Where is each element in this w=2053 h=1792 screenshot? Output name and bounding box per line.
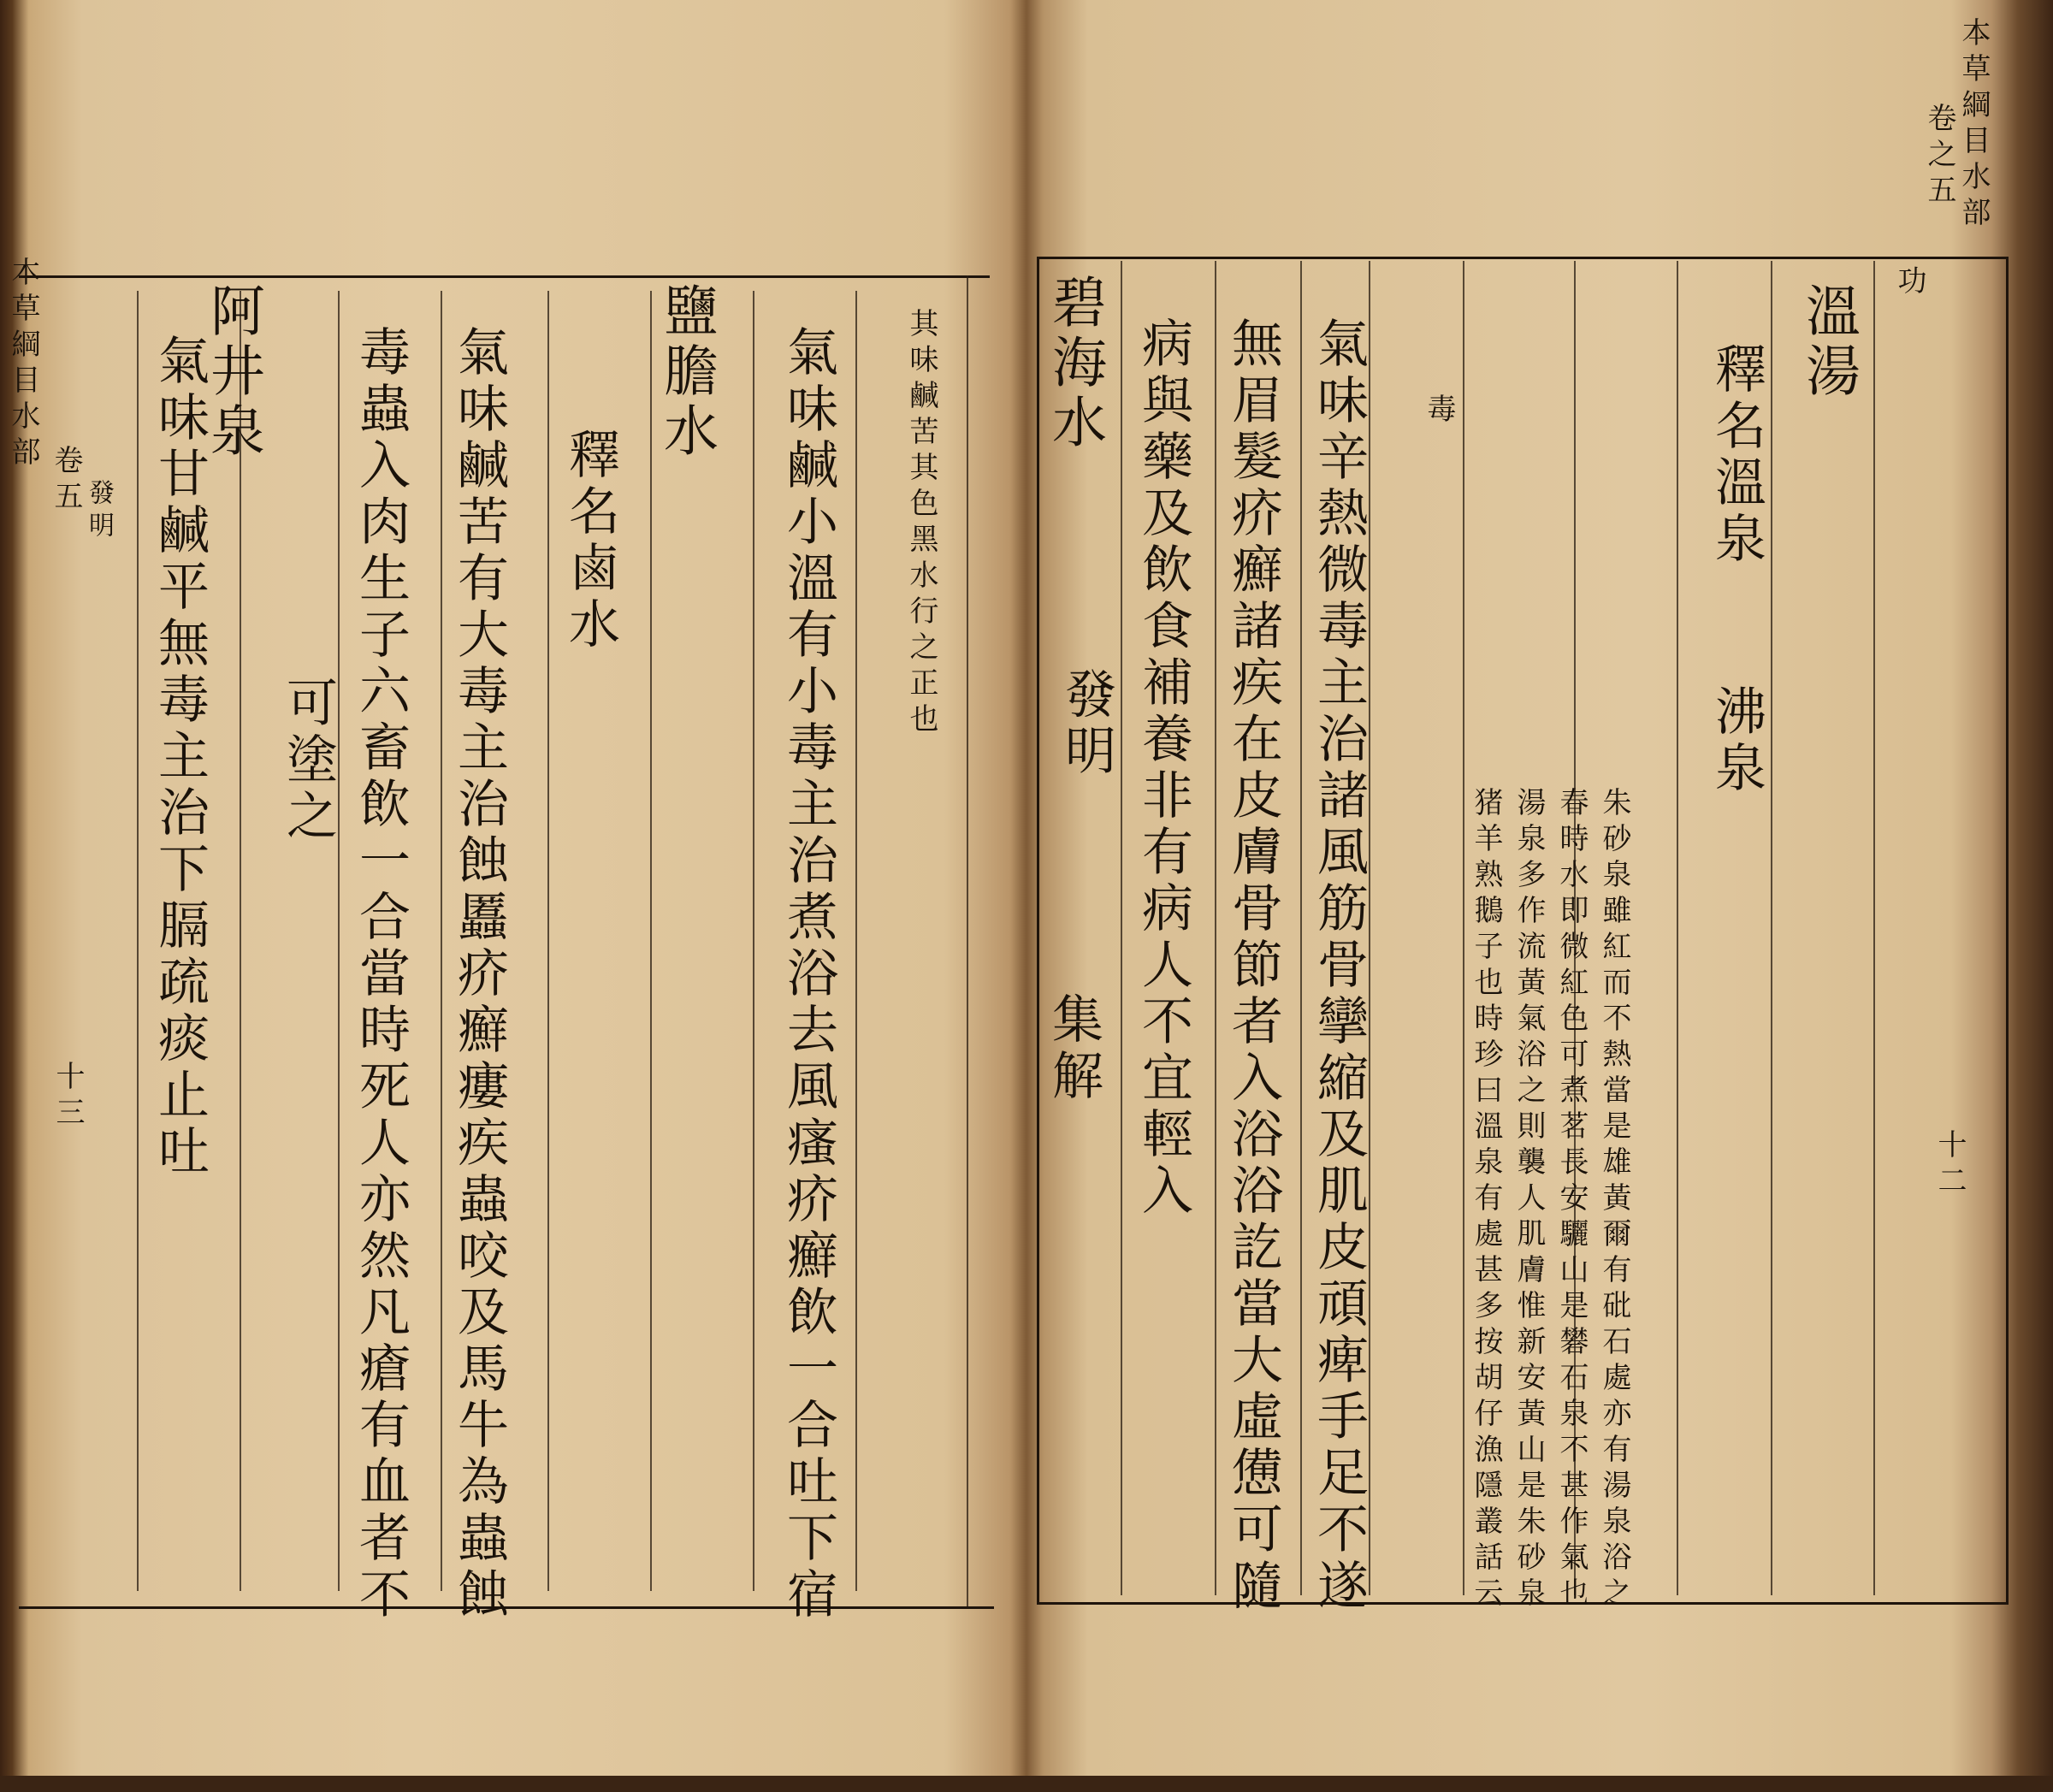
left-column-divider — [547, 291, 549, 1591]
right-text-column: 病與藥及飲食補養非有病人不宜輕入 — [1133, 316, 1193, 1220]
right-column-divider — [1121, 261, 1122, 1595]
left-margin-title: 本草綱目水部 — [6, 257, 40, 472]
right-heading-column: 溫湯 — [1796, 282, 1860, 402]
left-column-divider — [650, 291, 652, 1591]
left-text-column: 其味鹹苦其色黑水行之正也 — [904, 308, 938, 739]
right-column-divider — [1300, 261, 1302, 1595]
left-text-column: 氣味甘鹹平無毒主治下膈疏痰止吐 — [150, 334, 210, 1180]
left-column-divider — [855, 291, 857, 1591]
right-text-column: 朱砂泉雖紅而不熱當是雄黃爾有砒石處亦有湯泉浴之 — [1597, 787, 1631, 1613]
left-column-divider — [137, 291, 139, 1591]
left-heading-column: 鹽膽水 — [654, 282, 718, 462]
left-text-column: 氣味鹹苦有大毒主治蝕䘌疥癬瘻疾蟲咬及馬牛為蟲蝕 — [449, 325, 509, 1623]
right-text-column: 湯泉多作流黃氣浴之則襲人肌膚惟新安黃山是朱砂泉 — [1512, 787, 1546, 1613]
right-margin-volume: 卷之五 — [1922, 103, 1956, 210]
left-text-column: 發明 — [84, 479, 114, 544]
right-column-divider — [1463, 261, 1464, 1595]
left-margin-volume: 卷五 — [49, 445, 83, 517]
right-text-column: 沸泉 — [1707, 684, 1766, 797]
right-column-divider — [1369, 261, 1370, 1595]
right-margin-title: 本草綱目水部 — [1956, 17, 1991, 233]
right-folio: 十二 — [1932, 1129, 1967, 1201]
left-column-divider — [338, 291, 340, 1591]
right-text-column: 猪羊熟鵝子也時珍曰溫泉有處甚多按胡仔漁隱叢話云 — [1469, 787, 1503, 1613]
right-column-divider — [1215, 261, 1216, 1595]
left-column-divider — [240, 291, 241, 1591]
left-column-divider — [753, 291, 754, 1591]
right-text-column: 氣味辛熱微毒主治諸風筋骨攣縮及肌皮頑痺手足不遂 — [1309, 316, 1369, 1615]
right-text-column: 春時水即微紅色可煮茗長安驪山是礬石泉不甚作氣也 — [1554, 787, 1589, 1613]
right-text-column: 釋名溫泉 — [1707, 342, 1766, 568]
right-column-divider — [1873, 261, 1875, 1595]
left-heading-column: 阿井泉 — [201, 282, 264, 462]
right-text-column: 無眉髮疥癬諸疾在皮膚骨節者入浴浴訖當大虛憊可隨 — [1223, 316, 1283, 1615]
left-text-column: 氣味鹹小溫有小毒主治煮浴去風瘙疥癬飲一合吐下宿 — [778, 325, 838, 1623]
left-folio: 十三 — [50, 1061, 85, 1133]
right-column-divider — [1677, 261, 1678, 1595]
right-text-column: 集解 — [1044, 992, 1103, 1105]
right-text-column: 毒 — [1422, 393, 1456, 429]
right-column-divider — [1771, 261, 1772, 1595]
left-column-divider — [441, 291, 442, 1591]
left-center-fold — [967, 275, 968, 1606]
left-text-column: 毒蟲入肉生子六畜飲一合當時死人亦然凡瘡有血者不 — [351, 325, 411, 1623]
left-text-column: 可塗之 — [278, 676, 338, 845]
right-text-column: 發明 — [1056, 667, 1116, 780]
right-text-column: 功 — [1892, 265, 1926, 301]
right-heading-column: 碧海水 — [1043, 274, 1106, 453]
left-text-column: 釋名鹵水 — [560, 428, 620, 654]
